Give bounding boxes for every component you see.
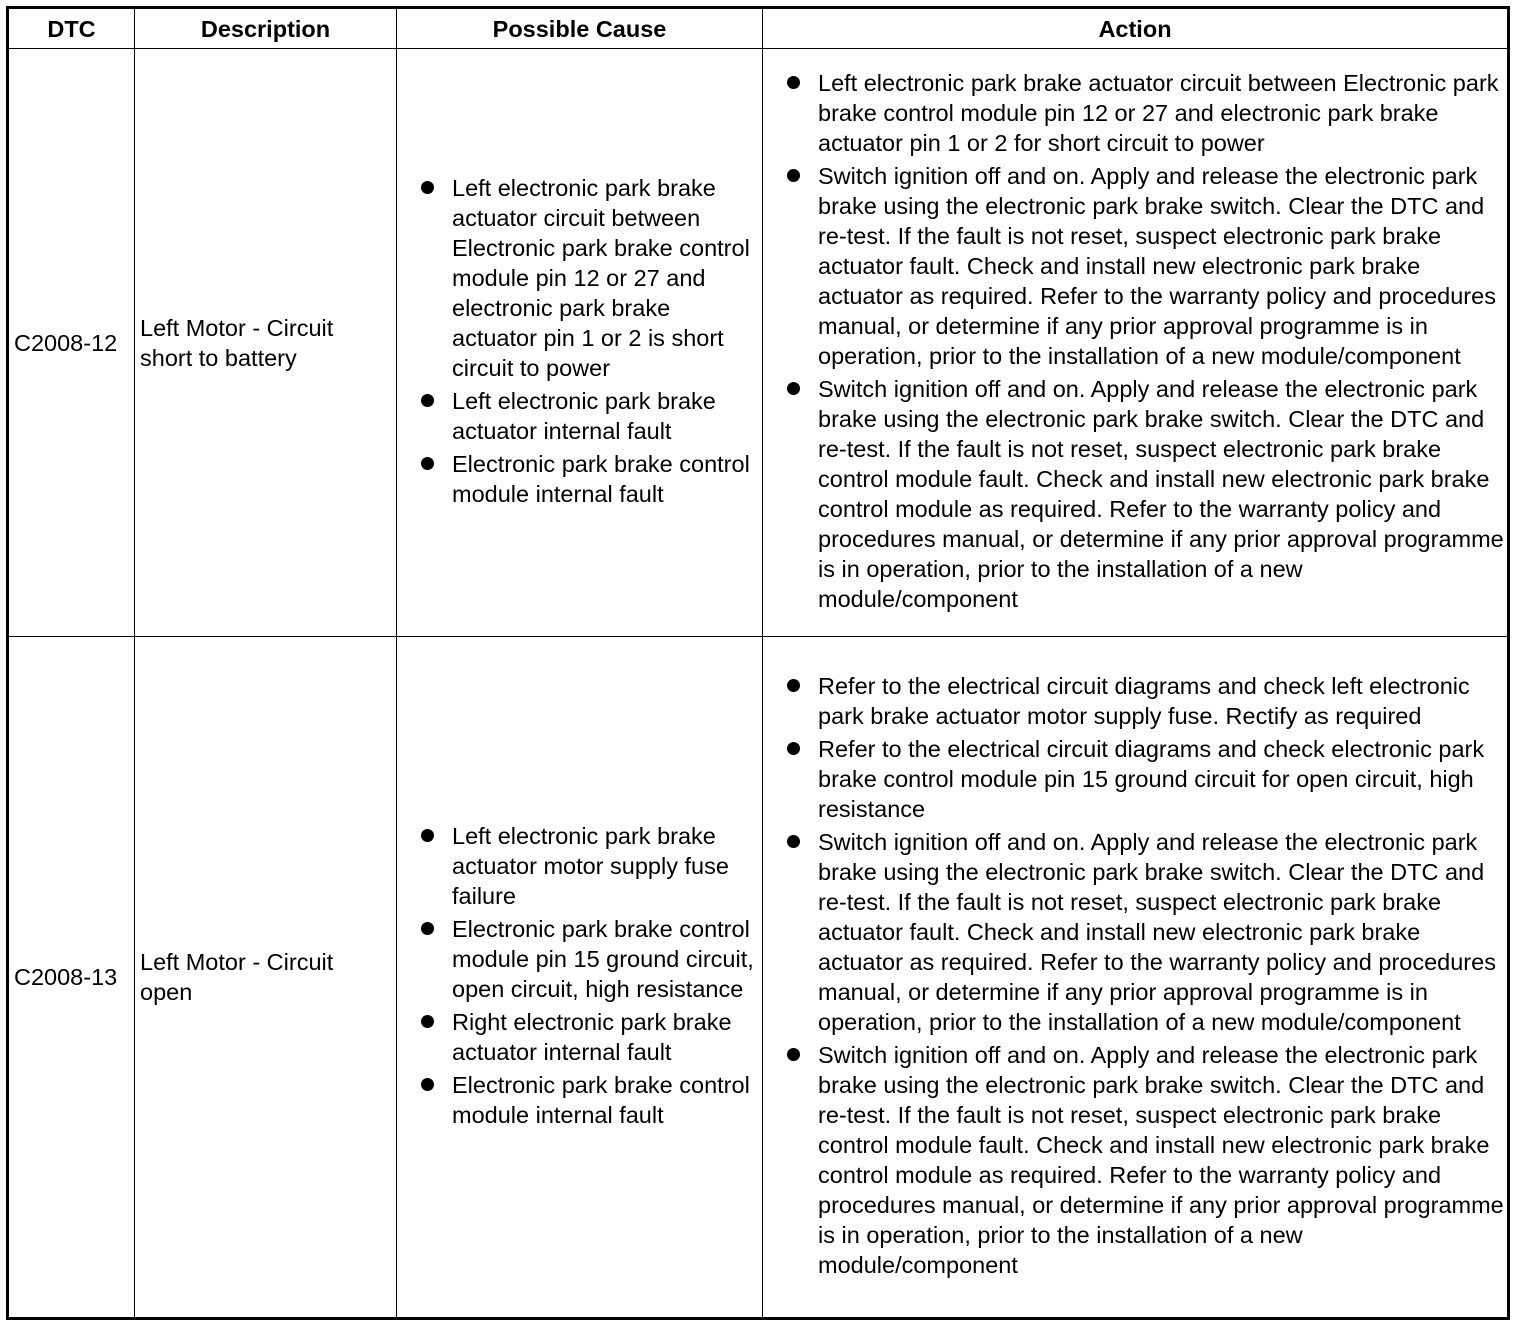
table-header bbox=[8, 8, 1509, 49]
action-item: Refer to the electrical circuit diagrams and check left electronic park brake actuator motor supply fuse. Rectify as required bbox=[763, 671, 1507, 731]
header-possible-cause: Possible Cause bbox=[397, 8, 763, 49]
cause-item: Right electronic park brake actuator internal fault bbox=[397, 1007, 762, 1067]
table-row bbox=[8, 49, 1509, 637]
action-cell bbox=[763, 637, 1509, 1319]
cause-item: Electronic park brake control module pin 15 ground circuit, open circuit, high resistance bbox=[397, 914, 762, 1004]
possible-cause-list bbox=[397, 173, 762, 509]
cause-item: Left electronic park brake actuator circuit between Electronic park brake control module pin 12 or 27 and electronic park brake actuator pin 1 or 2 is short circuit to power bbox=[397, 173, 762, 383]
action-item: Switch ignition off and on. Apply and release the electronic park brake using the electronic park brake switch. Clear the DTC and re-test. If the fault is not reset, suspect electronic park brake control module fault. Check and install new electronic park brake control module as required. Refer to the warranty policy and procedures manual, or determine if any prior approval programme is in operation, prior to the installation of a new module/component bbox=[763, 1040, 1507, 1280]
action-list bbox=[763, 68, 1507, 614]
header-action: Action bbox=[763, 8, 1509, 49]
action-item: Switch ignition off and on. Apply and release the electronic park brake using the electronic park brake switch. Clear the DTC and re-test. If the fault is not reset, suspect electronic park brake actuator fault. Check and install new electronic park brake actuator as required. Refer to the warranty policy and procedures manual, or determine if any prior approval programme is in operation, prior to the installation of a new module/component bbox=[763, 161, 1507, 371]
table-body bbox=[8, 49, 1509, 1319]
action-item: Switch ignition off and on. Apply and release the electronic park brake using the electronic park brake switch. Clear the DTC and re-test. If the fault is not reset, suspect electronic park brake control module fault. Check and install new electronic park brake control module as required. Refer to the warranty policy and procedures manual, or determine if any prior approval programme is in operation, prior to the installation of a new module/component bbox=[763, 374, 1507, 614]
cause-item: Electronic park brake control module internal fault bbox=[397, 1070, 762, 1130]
cause-item: Left electronic park brake actuator motor supply fuse failure bbox=[397, 821, 762, 911]
action-cell bbox=[763, 49, 1509, 637]
dtc-description: Left Motor - Circuit open bbox=[135, 637, 397, 1319]
header-row bbox=[8, 8, 1509, 49]
action-item: Refer to the electrical circuit diagrams and check electronic park brake control module pin 15 ground circuit for open circuit, high resistance bbox=[763, 734, 1507, 824]
possible-cause-cell bbox=[397, 49, 763, 637]
header-description: Description bbox=[135, 8, 397, 49]
header-dtc: DTC bbox=[8, 8, 135, 49]
cause-item: Electronic park brake control module internal fault bbox=[397, 449, 762, 509]
possible-cause-list bbox=[397, 821, 762, 1130]
dtc-code: C2008-12 bbox=[8, 49, 135, 637]
dtc-description: Left Motor - Circuit short to battery bbox=[135, 49, 397, 637]
cause-item: Left electronic park brake actuator internal fault bbox=[397, 386, 762, 446]
action-list bbox=[763, 671, 1507, 1280]
action-item: Left electronic park brake actuator circuit between Electronic park brake control module pin 12 or 27 and electronic park brake actuator pin 1 or 2 for short circuit to power bbox=[763, 68, 1507, 158]
table-row bbox=[8, 637, 1509, 1319]
dtc-code: C2008-13 bbox=[8, 637, 135, 1319]
dtc-table bbox=[6, 6, 1510, 1320]
action-item: Switch ignition off and on. Apply and release the electronic park brake using the electronic park brake switch. Clear the DTC and re-test. If the fault is not reset, suspect electronic park brake actuator fault. Check and install new electronic park brake actuator as required. Refer to the warranty policy and procedures manual, or determine if any prior approval programme is in operation, prior to the installation of a new module/component bbox=[763, 827, 1507, 1037]
possible-cause-cell bbox=[397, 637, 763, 1319]
